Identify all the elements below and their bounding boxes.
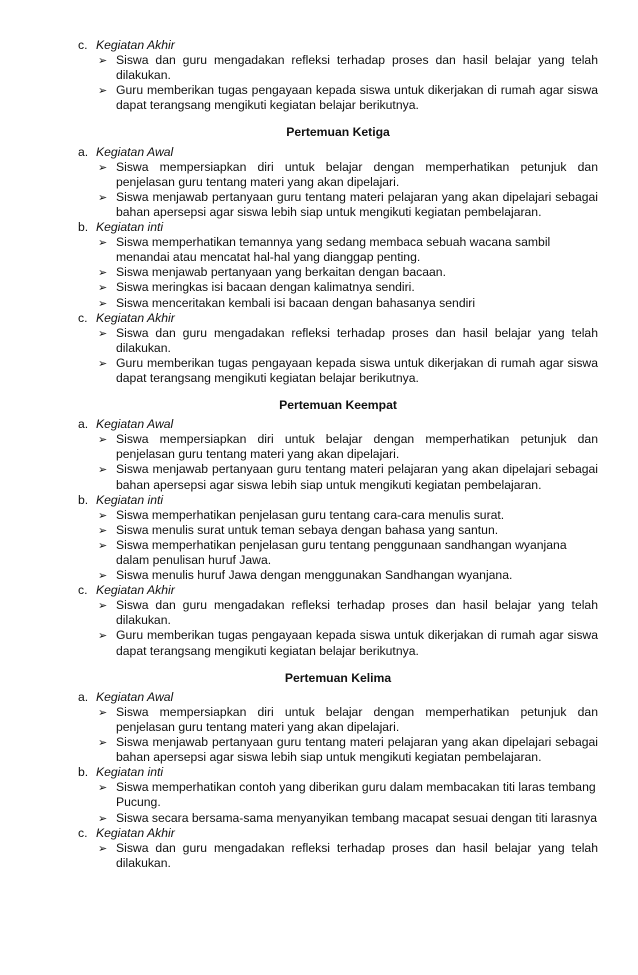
arrow-bullet-icon: ➢ — [98, 538, 108, 552]
section-title: Kegiatan Akhir — [96, 583, 175, 598]
activity-section — [78, 690, 598, 765]
section-header — [78, 38, 598, 53]
section-title: Kegiatan inti — [96, 492, 164, 507]
list-item-text: Siswa menjawab pertanyaan yang berkaitan dengan bacaan. — [116, 265, 446, 280]
list-item-text: Siswa dan guru mengadakan refleksi terhadap proses dan hasil belajar yang telah dilakukan. — [116, 53, 598, 83]
list-item — [98, 235, 598, 265]
arrow-bullet-icon: ➢ — [98, 811, 108, 825]
bullet-list — [98, 598, 598, 658]
list-item-text: Siswa memperhatikan penjelasan guru tentang penggunaan sandhangan wyanjana dalam penulisan huruf Jawa. — [116, 537, 567, 567]
activity-section — [78, 493, 598, 584]
list-item-text: Siswa menulis surat untuk teman sebaya dengan bahasa yang santun. — [116, 522, 499, 537]
arrow-bullet-icon: ➢ — [98, 281, 108, 295]
section-header — [78, 583, 598, 598]
activity-section — [78, 583, 598, 658]
document-body — [78, 38, 598, 871]
activity-section — [78, 38, 598, 113]
list-item — [98, 568, 598, 583]
list-item-text: Guru memberikan tugas pengayaan kepada siswa untuk dikerjakan di rumah agar siswa dapat terangsang mengikuti kegiatan belajar berikutnya. — [116, 628, 598, 658]
list-item — [98, 326, 598, 356]
section-letter: a. — [78, 417, 89, 432]
list-item — [98, 523, 598, 538]
list-item — [98, 598, 598, 628]
arrow-bullet-icon: ➢ — [98, 160, 108, 174]
section-title: Kegiatan Awal — [96, 689, 174, 704]
list-item-text: Siswa mempersiapkan diri untuk belajar dengan memperhatikan petunjuk dan penjelasan guru tentang materi yang akan dipelajari. — [116, 704, 598, 734]
list-item — [98, 432, 598, 462]
arrow-bullet-icon: ➢ — [98, 705, 108, 719]
list-item-text: Siswa dan guru mengadakan refleksi terhadap proses dan hasil belajar yang telah dilakukan. — [116, 840, 598, 870]
list-item — [98, 538, 598, 568]
list-item-text: Siswa dan guru mengadakan refleksi terhadap proses dan hasil belajar yang telah dilakukan. — [116, 325, 598, 355]
section-header — [78, 220, 598, 235]
section-letter: c. — [78, 583, 88, 598]
list-item-text: Siswa memperhatikan penjelasan guru tentang cara-cara menulis surat. — [116, 507, 505, 522]
section-header — [78, 765, 598, 780]
list-item-text: Siswa meringkas isi bacaan dengan kalimatnya sendiri. — [116, 280, 415, 295]
activity-section — [78, 311, 598, 386]
meeting-heading: Pertemuan Keempat — [279, 398, 397, 413]
list-item — [98, 735, 598, 765]
arrow-bullet-icon: ➢ — [98, 508, 108, 522]
bullet-list — [98, 841, 598, 871]
section-title: Kegiatan inti — [96, 765, 164, 780]
section-header — [78, 690, 598, 705]
arrow-bullet-icon: ➢ — [98, 326, 108, 340]
arrow-bullet-icon: ➢ — [98, 356, 108, 370]
section-letter: b. — [78, 492, 89, 507]
section-letter: a. — [78, 689, 89, 704]
list-item — [98, 296, 598, 311]
list-item — [98, 628, 598, 658]
section-header — [78, 145, 598, 160]
list-item — [98, 265, 598, 280]
arrow-bullet-icon: ➢ — [98, 463, 108, 477]
arrow-bullet-icon: ➢ — [98, 629, 108, 643]
section-header — [78, 417, 598, 432]
activity-section — [78, 765, 598, 825]
arrow-bullet-icon: ➢ — [98, 266, 108, 280]
section-letter: c. — [78, 825, 88, 840]
list-item-text: Guru memberikan tugas pengayaan kepada siswa untuk dikerjakan di rumah agar siswa dapat terangsang mengikuti kegiatan belajar berikutnya. — [116, 83, 598, 113]
list-item — [98, 705, 598, 735]
list-item-text: Siswa secara bersama-sama menyanyikan tembang macapat sesuai dengan titi larasnya — [116, 810, 597, 825]
section-title: Kegiatan Awal — [96, 417, 174, 432]
list-item — [98, 190, 598, 220]
arrow-bullet-icon: ➢ — [98, 433, 108, 447]
list-item-text: Siswa mempersiapkan diri untuk belajar dengan memperhatikan petunjuk dan penjelasan guru tentang materi yang akan dipelajari. — [116, 159, 598, 189]
bullet-list — [98, 235, 598, 310]
list-item — [98, 83, 598, 113]
arrow-bullet-icon: ➢ — [98, 523, 108, 537]
arrow-bullet-icon: ➢ — [98, 736, 108, 750]
arrow-bullet-icon: ➢ — [98, 236, 108, 250]
bullet-list — [98, 53, 598, 113]
section-letter: c. — [78, 38, 88, 52]
bullet-list — [98, 326, 598, 386]
section-title: Kegiatan Akhir — [96, 310, 175, 325]
arrow-bullet-icon: ➢ — [98, 599, 108, 613]
list-item-text: Siswa menjawab pertanyaan guru tentang materi pelajaran yang akan dipelajari sebagai bahan apersepsi agar siswa lebih siap untuk mengikuti kegiatan pembelajaran. — [116, 189, 598, 219]
bullet-list — [98, 160, 598, 220]
section-letter: c. — [78, 310, 88, 325]
section-header — [78, 826, 598, 841]
section-letter: a. — [78, 144, 89, 159]
meeting-heading: Pertemuan Kelima — [284, 670, 392, 685]
arrow-bullet-icon: ➢ — [98, 54, 108, 68]
bullet-list — [98, 432, 598, 492]
list-item — [98, 462, 598, 492]
arrow-bullet-icon: ➢ — [98, 84, 108, 98]
activity-section — [78, 220, 598, 311]
list-item — [98, 811, 598, 826]
activity-section — [78, 826, 598, 871]
meeting-heading: Pertemuan Ketiga — [286, 125, 390, 140]
section-letter: b. — [78, 220, 89, 235]
list-item-text: Siswa menulis huruf Jawa dengan menggunakan Sandhangan wyanjana. — [116, 568, 513, 583]
list-item — [98, 53, 598, 83]
arrow-bullet-icon: ➢ — [98, 190, 108, 204]
list-item — [98, 841, 598, 871]
section-title: Kegiatan Awal — [96, 144, 174, 159]
bullet-list — [98, 705, 598, 765]
list-item — [98, 508, 598, 523]
list-item-text: Siswa memperhatikan contoh yang diberikan guru dalam membacakan titi laras tembang Pucung. — [116, 780, 596, 810]
list-item-text: Siswa mempersiapkan diri untuk belajar dengan memperhatikan petunjuk dan penjelasan guru tentang materi yang akan dipelajari. — [116, 432, 598, 462]
section-title: Kegiatan inti — [96, 220, 164, 235]
activity-section — [78, 145, 598, 220]
list-item — [98, 160, 598, 190]
activity-section — [78, 417, 598, 492]
section-letter: b. — [78, 765, 89, 780]
arrow-bullet-icon: ➢ — [98, 296, 108, 310]
list-item — [98, 780, 598, 810]
list-item-text: Siswa menjawab pertanyaan guru tentang materi pelajaran yang akan dipelajari sebagai bahan apersepsi agar siswa lebih siap untuk mengikuti kegiatan pembelajaran. — [116, 735, 598, 765]
list-item-text: Siswa memperhatikan temannya yang sedang membaca sebuah wacana sambil menandai atau mencatat hal-hal yang dianggap penting. — [116, 235, 551, 265]
list-item-text: Siswa menceritakan kembali isi bacaan dengan bahasanya sendiri — [116, 295, 476, 310]
bullet-list — [98, 508, 598, 583]
section-header — [78, 311, 598, 326]
list-item-text: Siswa menjawab pertanyaan guru tentang materi pelajaran yang akan dipelajari sebagai bahan apersepsi agar siswa lebih siap untuk mengikuti kegiatan pembelajaran. — [116, 462, 598, 492]
section-title: Kegiatan Akhir — [96, 38, 175, 52]
section-header — [78, 493, 598, 508]
arrow-bullet-icon: ➢ — [98, 781, 108, 795]
list-item-text: Siswa dan guru mengadakan refleksi terhadap proses dan hasil belajar yang telah dilakukan. — [116, 598, 598, 628]
arrow-bullet-icon: ➢ — [98, 841, 108, 855]
bullet-list — [98, 780, 598, 825]
section-title: Kegiatan Akhir — [96, 825, 175, 840]
arrow-bullet-icon: ➢ — [98, 569, 108, 583]
list-item — [98, 356, 598, 386]
list-item-text: Guru memberikan tugas pengayaan kepada siswa untuk dikerjakan di rumah agar siswa dapat terangsang mengikuti kegiatan belajar berikutnya. — [116, 355, 598, 385]
list-item — [98, 280, 598, 295]
